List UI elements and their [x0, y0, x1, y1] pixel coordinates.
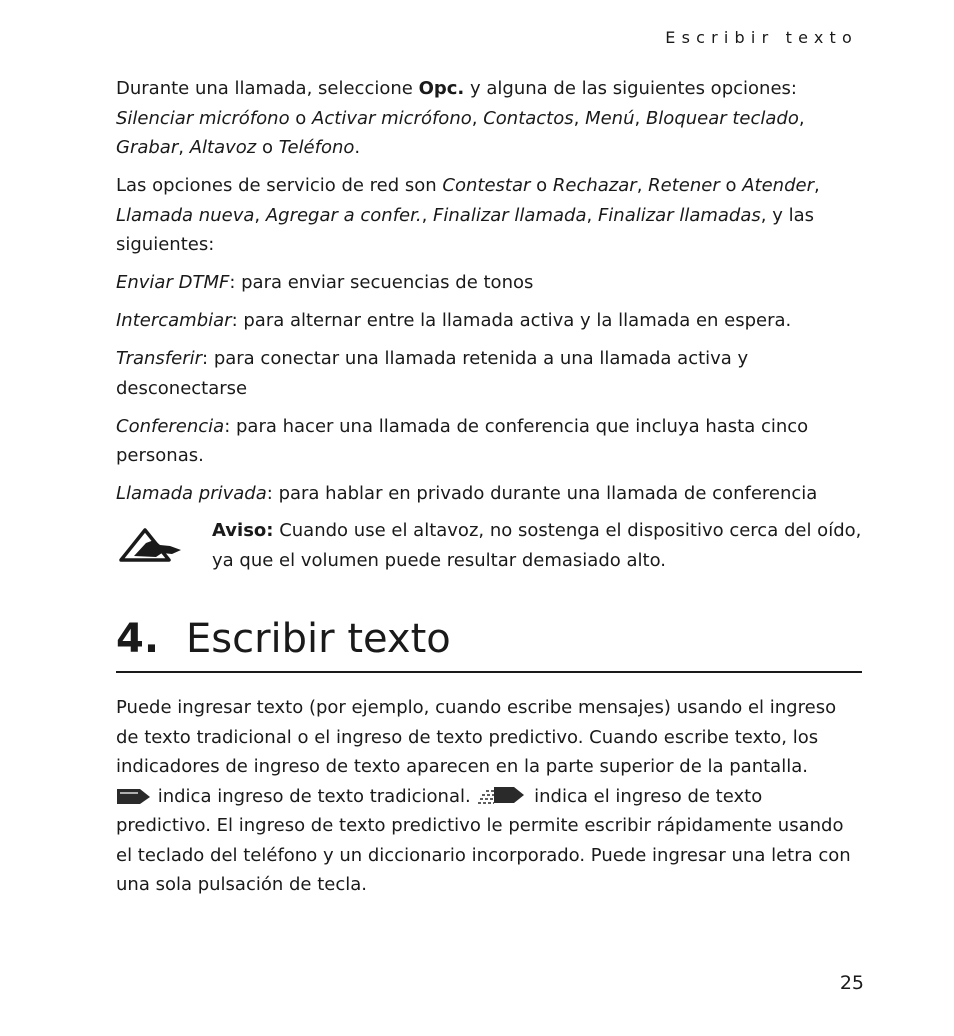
- option-term: Finalizar llamadas: [597, 204, 761, 226]
- chapter-title: Escribir texto: [186, 616, 451, 662]
- paragraph-call-options: Durante una llamada, seleccione Opc. y alguna de las siguientes opciones: Silenciar micrófono o Activar micrófono, Contactos, Menú, Bloquear teclado, Grabar, Altavoz o Teléfono.: [116, 78, 805, 158]
- definition-term: Llamada privada: [116, 483, 267, 504]
- text-run: indica ingreso de texto tradicional.: [152, 785, 477, 807]
- option-term: Grabar: [116, 137, 179, 158]
- definition-item: [116, 344, 862, 403]
- definition-term: Enviar DTMF: [116, 272, 230, 293]
- text-run: Durante una llamada, seleccione: [116, 78, 419, 99]
- option-term: Agregar a confer.: [265, 204, 422, 226]
- menu-key-label: Opc.: [418, 78, 465, 99]
- paragraph-network-options: Las opciones de servicio de red son Contestar o Rechazar, Retener o Atender, Llamada nueva, Agregar a confer., Finalizar llamada, Finalizar llamadas, y las siguientes:: [116, 175, 820, 255]
- definition-term: Intercambiar: [116, 310, 232, 331]
- definition-item: [116, 412, 862, 471]
- option-term: Finalizar llamada: [433, 204, 587, 226]
- definition-desc: : para conectar una llamada retenida a una llamada activa y desconectarse: [116, 348, 749, 399]
- running-header: Escribir texto: [665, 28, 858, 47]
- text-run: Puede ingresar texto (por ejemplo, cuando escribe mensajes) usando el ingreso de texto tradicional o el ingreso de texto predictivo. Cuando escribe texto, los indicadores de ingreso de texto aparecen en la parte superior de la pantalla.: [116, 697, 837, 777]
- option-term: Rechazar: [552, 175, 637, 196]
- warning-triangle-hand-icon: [118, 526, 184, 562]
- definition-desc: : para enviar secuencias de tonos: [229, 272, 534, 293]
- warning-text: Cuando use el altavoz, no sostenga el dispositivo cerca del oído, ya que el volumen puede resultar demasiado alto.: [212, 520, 862, 571]
- chapter-number: 4.: [116, 616, 160, 662]
- page-number: 25: [839, 972, 864, 994]
- text-run: y alguna de las siguientes opciones:: [464, 78, 797, 99]
- definition-desc: : para alternar entre la llamada activa y la llamada en espera.: [231, 310, 792, 331]
- option-term: Menú: [585, 107, 635, 129]
- predictive-pencil-icon: [476, 785, 528, 805]
- pencil-icon: [116, 785, 152, 805]
- option-term: Contactos: [483, 107, 574, 129]
- option-term: Contestar: [442, 175, 531, 196]
- option-term: Teléfono: [278, 137, 355, 158]
- chapter-heading: [116, 613, 862, 673]
- warning-label: Aviso:: [212, 520, 274, 541]
- definition-desc: : para hablar en privado durante una llamada de conferencia: [266, 483, 818, 504]
- text-run: indica el ingreso de texto predictivo. El ingreso de texto predictivo le permite escribir rápidamente usando el teclado del teléfono y un diccionario incorporado. Puede ingresar una letra con una sola pulsación de tecla.: [116, 785, 851, 895]
- text-run: Las opciones de servicio de red son: [116, 175, 443, 196]
- page-content: [116, 74, 862, 908]
- definition-item: [116, 306, 862, 336]
- option-term: Atender: [742, 175, 814, 196]
- option-term: Bloquear teclado: [645, 107, 799, 129]
- warning-note: [116, 516, 862, 575]
- option-term: Retener: [648, 175, 720, 196]
- definition-item: [116, 268, 862, 298]
- paragraph-text-input: [116, 693, 862, 900]
- option-term: Altavoz: [189, 137, 257, 158]
- text-run: , y las siguientes:: [116, 204, 814, 255]
- option-term: Silenciar micrófono: [116, 107, 290, 129]
- option-term: Llamada nueva: [116, 204, 255, 226]
- definition-term: Transferir: [116, 348, 203, 369]
- definition-term: Conferencia: [116, 415, 225, 437]
- definition-item: [116, 479, 862, 509]
- definition-desc: : para hacer una llamada de conferencia que incluya hasta cinco personas.: [116, 415, 809, 466]
- option-term: Activar micrófono: [312, 107, 472, 129]
